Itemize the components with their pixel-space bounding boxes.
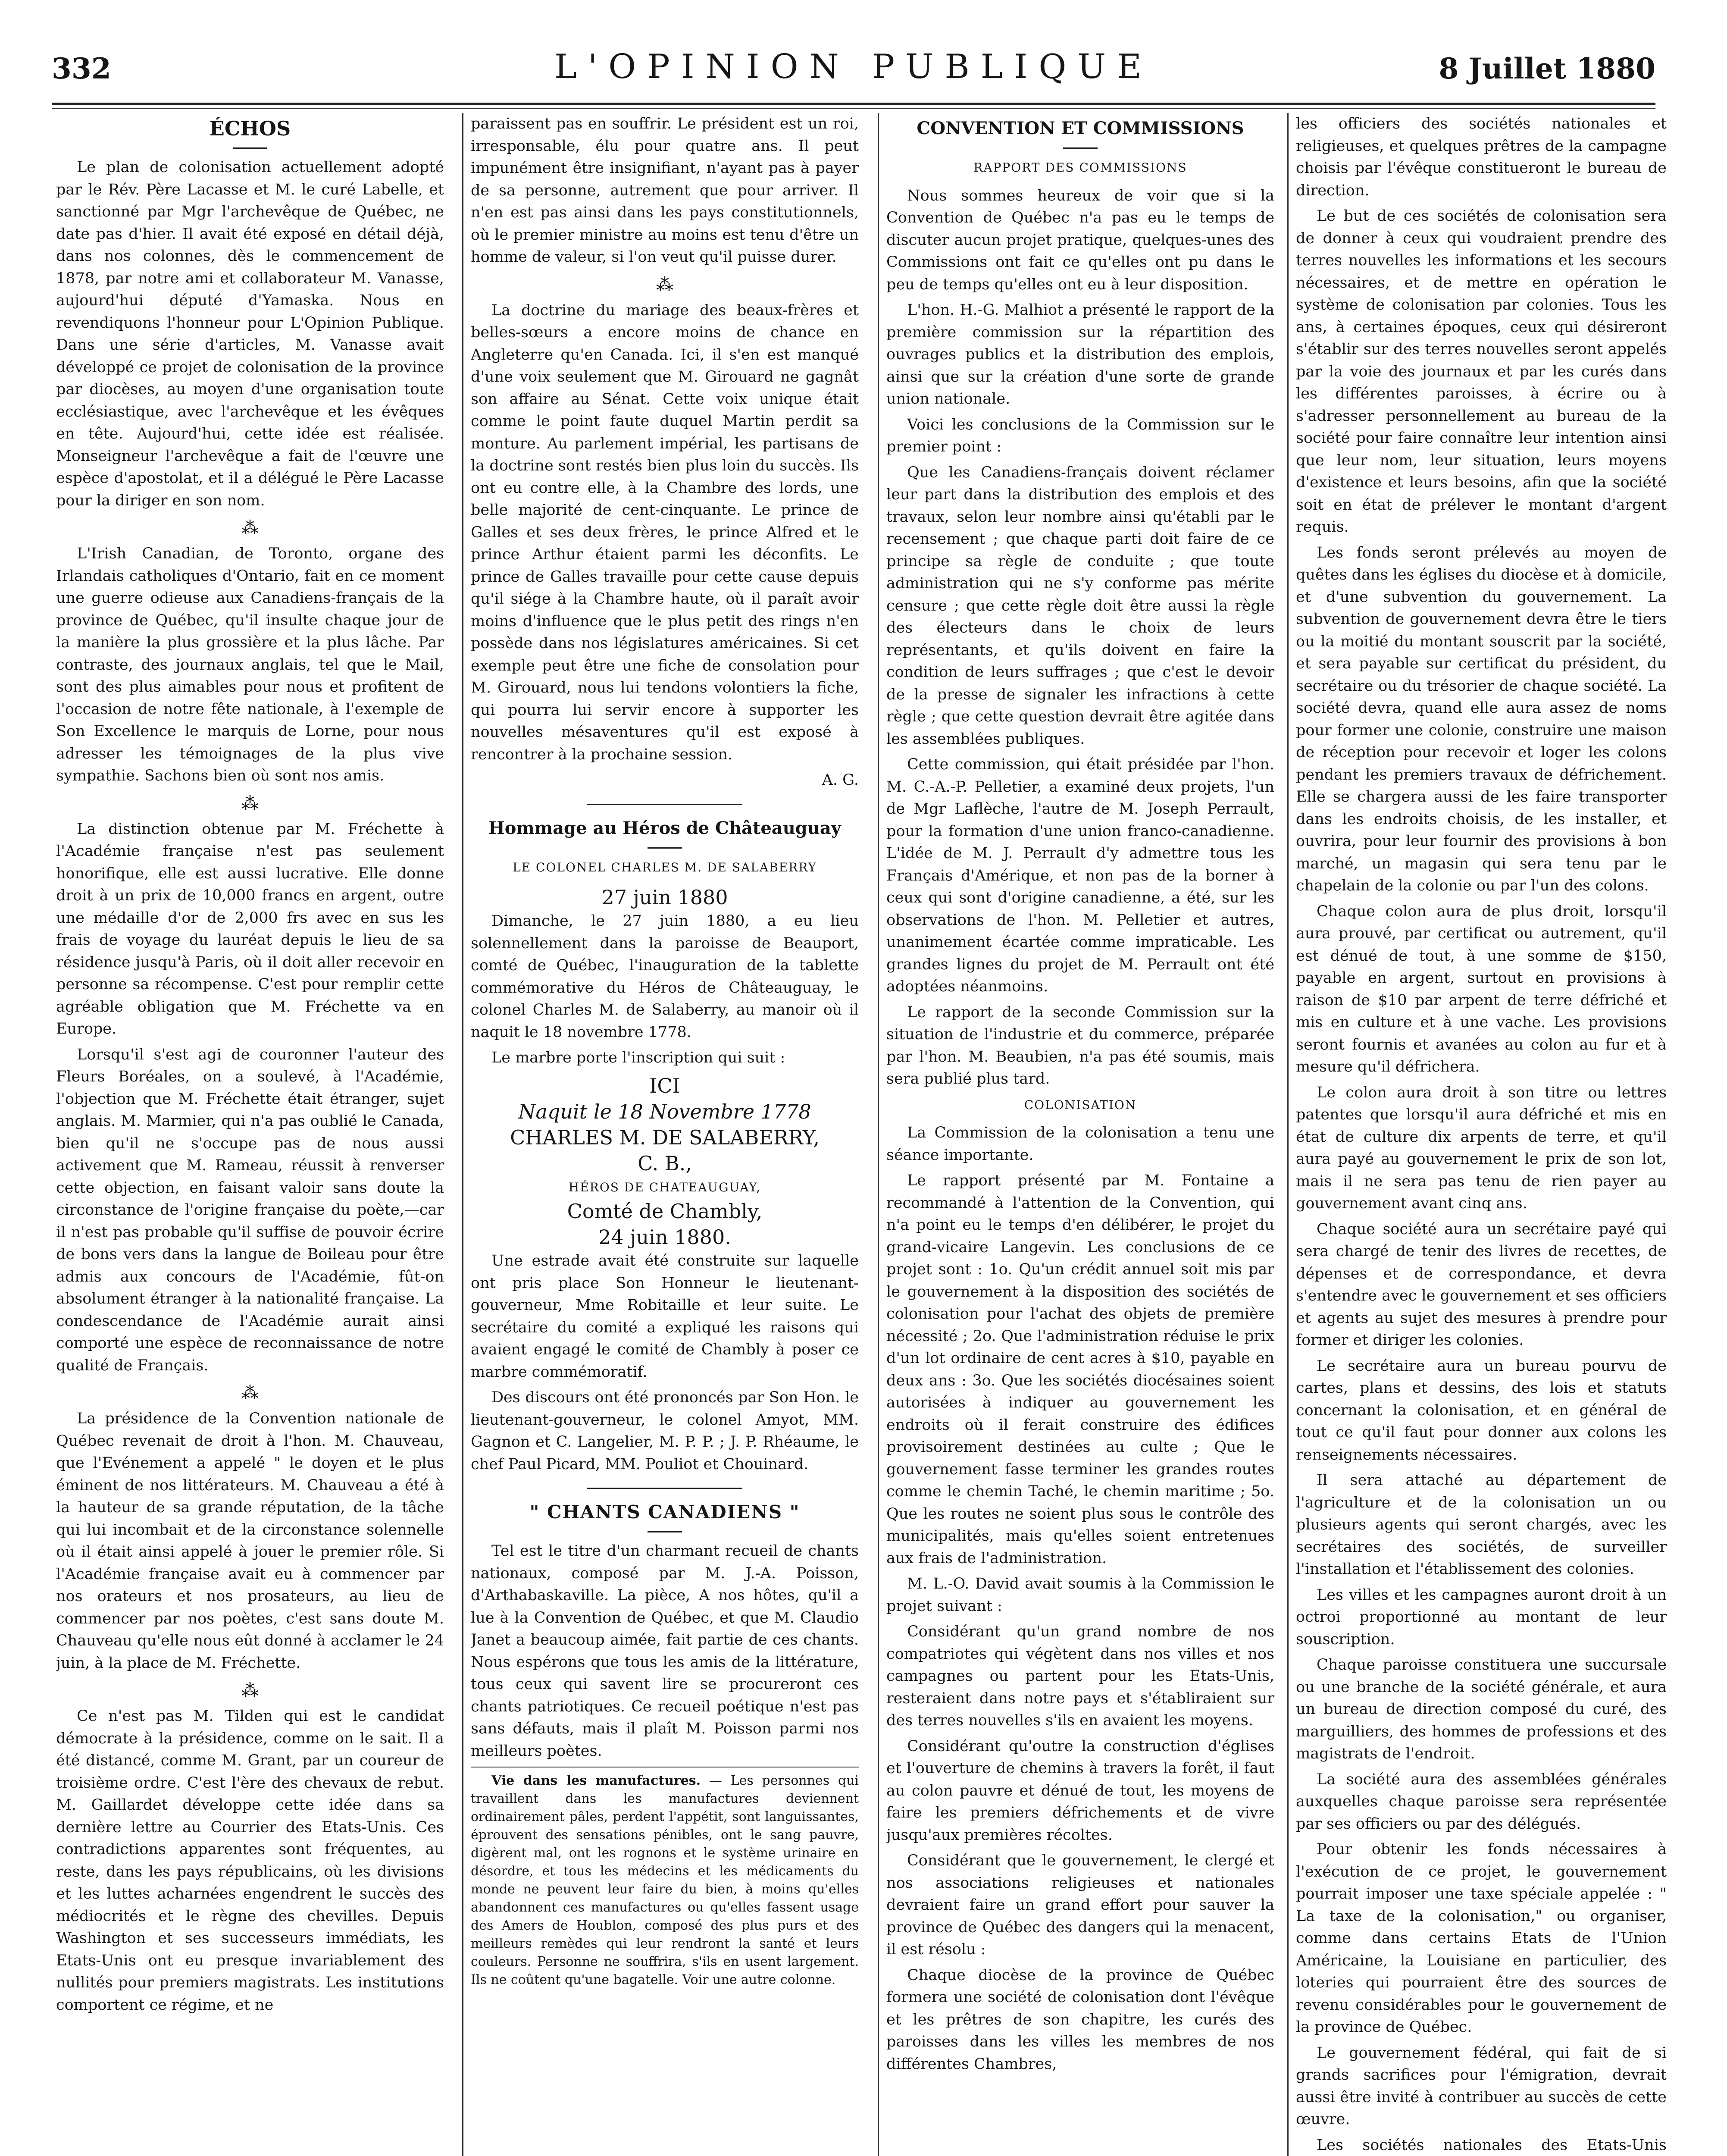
section-separator <box>587 1488 742 1489</box>
heading-dash <box>648 1531 682 1532</box>
echo-paragraph-cont: paraissent pas en souffrir. Le président est un roi, irresponsable, élu pour quatre ans. Il peut impunément être insignifiant, n'ayant pas à payer de sa personne, autrement que pour arriver. Il n'en est pas ainsi dans les pays constitutionnels, où le premier ministre au moins est tenu d'être un homme de valeur, si l'on veut qu'il puisse durer. <box>471 115 859 266</box>
section-separator <box>587 804 742 805</box>
asterism-ornament: ⁂ <box>241 793 259 814</box>
inscription-line: Naquit le 18 Novembre 1778 <box>518 1100 811 1123</box>
echo-paragraph: L'Irish Canadian, de Toronto, organe des Irlandais catholiques d'Ontario, fait en ce moment une guerre odieuse aux Canadiens-français de la province de Québec, qu'il insulte chaque jour de la manière la plus grossière et la plus lâche. Par contraste, des journaux anglais, tel que le Mail, sont des plus aimables pour nous et profitent de l'occasion de notre fête nationale, à l'exemple de Son Excellence le marquis de Lorne, pour nous adresser les témoignages de la plus vive sympathie. Sachons bien où sont nos amis. <box>56 545 444 784</box>
inscription-line: HÉROS DE CHATEAUGUAY, <box>568 1180 761 1194</box>
article-paragraph: M. L.-O. David avait soumis à la Commission le projet suivant : <box>886 1575 1274 1615</box>
article-paragraph: Il sera attaché au département de l'agriculture et de la colonisation un ou plusieurs agents qui seront chargés, avec les secrétaires des sociétés, de surveiller l'installation et l'établissement des colonies. <box>1296 1472 1667 1578</box>
echo-paragraph: La présidence de la Convention nationale de Québec revenait de droit à l'hon. M. Chauveau, que l'Evénement a appelé " le doyen et le plus éminent de nos littérateurs. M. Chauveau a été à la hauteur de sa grande réputation, de la tâche qui lui incombait et de la circonstance solennelle où il était ainsi appelé à jouer le premier rôle. Si l'Académie française avait eu à commencer par nos orateurs et nos prosateurs, au lieu de commencer par nos poètes, c'est sans doute M. Chauveau qu'elle nous eût donné à acclamer le 24 juin, à la place de M. Fréchette. <box>56 1410 444 1672</box>
article-paragraph: Le gouvernement fédéral, qui fait de si grands sacrifices pour l'émigration, devrait aussi être invité à contribuer au succès de cette œuvre. <box>1296 2044 1667 2128</box>
section-heading-convention: CONVENTION ET COMMISSIONS <box>917 118 1244 138</box>
column-divider <box>462 113 463 2156</box>
report-subtitle: RAPPORT DES COMMISSIONS <box>973 160 1187 175</box>
inscription-line: Comté de Chambly, <box>567 1200 763 1223</box>
advert-text: — Les personnes qui travaillent dans les manufactures deviennent ordinairement pâles, perdent l'appétit, sont languissantes, éprouvent des sensations pénibles, ont le sang pauvre, digèrent mal, ont les rognons et le système urinaire en désordre, et tous les médecins et les médicaments du monde ne peuvent leur faire du bien, à moins qu'elles abandonnent ces manufactures ou qu'elles fassent usage des Amers de Houblon, composé des plus purs et des meilleurs remèdes qui leur rendront la santé et leurs couleurs. Personne ne souffrira, s'ils en usent largement. Ils ne coûtent qu'une bagatelle. Voir une autre colonne. <box>471 1773 859 1987</box>
echo-paragraph: Le plan de colonisation actuellement adopté par le Rév. Père Lacasse et M. le curé Labelle, et sanctionné par Mgr l'archevêque de Québec, ne date pas d'hier. Il avait été exposé en détail déjà, dans nos colonnes, dès le commencement de 1878, par notre ami et collaborateur M. Vanasse, aujourd'hui député d'Yamaska. Nous en revendiquons l'honneur pour L'Opinion Publique. Dans une série d'articles, M. Vanasse avait développé ce projet de colonisation de la province par diocèses, au moyen d'une organisation toute ecclésiastique, avec l'archevêque et les évêques en tête. Aujourd'hui, cette idée est réalisée. Monseigneur l'archevêque a fait de l'œuvre une espèce d'apostolat, et il a délégué le Père Lacasse pour la diriger en son nom. <box>56 159 444 509</box>
hommage-date: 27 juin 1880 <box>601 886 728 909</box>
column-3 <box>886 113 1274 2156</box>
inscription-line: 24 juin 1880. <box>598 1225 731 1249</box>
echo-paragraph: Ce n'est pas M. Tilden qui est le candidat démocrate à la présidence, comme on le sait. Il a été distancé, comme M. Grant, par un coureur de troisième ordre. C'est l'ère des chevaux de rebut. M. Gaillardet développe cette idée dans sa dernière lettre au Courrier des Etats-Unis. Ces contradictions apparentes sont fréquentes, au reste, dans les pays républicains, où les divisions et les luttes acharnées engendrent le succès des médiocrités et le règne des chevilles. Depuis Washington et ses successeurs immédiats, les Etats-Unis ont eu presque invariablement des nullités pour premiers magistrats. Les institutions comportent ce régime, et ne <box>56 1708 444 2014</box>
asterism-ornament: ⁂ <box>241 518 259 538</box>
article-paragraph: Considérant qu'outre la construction d'églises et l'ouverture de chemins à travers la forêt, il faut au colon pauvre et dénué de tout, les moyens de faire les premiers défrichements et de vivre jusqu'aux premières récoltes. <box>886 1737 1274 1844</box>
section-heading-hommage: Hommage au Héros de Châteauguay <box>488 818 842 838</box>
article-paragraph-cont: les officiers des sociétés nationales et religieuses, et quelques prêtres de la campagne choisis par l'évêque constitueront le bureau de direction. <box>1296 115 1667 199</box>
page-number: 332 <box>52 52 111 85</box>
section-heading-chants: " CHANTS CANADIENS " <box>529 1501 800 1523</box>
inscription-line: ICI <box>649 1074 680 1097</box>
article-paragraph: La Commission de la colonisation a tenu une séance importante. <box>886 1124 1274 1164</box>
hommage-subtitle: LE COLONEL CHARLES M. DE SALABERRY <box>513 860 817 874</box>
signature: A. G. <box>822 771 859 789</box>
article-paragraph: Tel est le titre d'un charmant recueil de chants nationaux, composé par M. J.-A. Poisson, d'Arthabaskaville. La pièce, A nos hôtes, qu'il a lue à la Convention de Québec, et que M. Claudio Janet a beaucoup aimée, fait partie de ces chants. Nous espérons que tous les amis de la littérature, tous ceux qui savent lire se procureront ces chants patriotiques. Ce recueil poétique n'est pas sans défauts, mais il plaît M. Poisson parmi nos meilleurs poètes. <box>471 1542 859 1760</box>
echo-paragraph: Lorsqu'il s'est agi de couronner l'auteur des Fleurs Boréales, on a soulevé, à l'Académie, l'objection que M. Fréchette était étranger, sujet anglais. M. Marmier, qui n'a pas oublié le Canada, bien qu'il ne s'occupe pas de nous aussi activement que M. Rameau, réussit à renverser cette objection, en faisant valoir sans doute la circonstance de l'origine française du poète,—car il n'est pas probable qu'il suffise de pouvoir écrire de bons vers dans la langue de Boileau pour être admis aux concours de l'Académie, fût-on absolument étranger à la nationalité française. La condescendance de l'Académie aurait ainsi comporté une espèce de reconnaissance de notre qualité de Français. <box>56 1046 444 1374</box>
article-paragraph: Le colon aura droit à son titre ou lettres patentes que lorsqu'il aura défriché et mis en état de culture dix arpents de terre, et qu'il aura payé au gouvernement le prix de son lot, mais il ne sera pas tenu de rien payer au gouvernement avant cinq ans. <box>1296 1084 1667 1212</box>
article-paragraph: Les villes et les campagnes auront droit à un octroi proportionné au montant de leur souscription. <box>1296 1586 1667 1648</box>
advert-paragraph <box>471 1772 859 1989</box>
article-paragraph: Les sociétés nationales des Etats-Unis <box>1317 2136 1667 2154</box>
article-paragraph: Dimanche, le 27 juin 1880, a eu lieu solennellement dans la paroisse de Beauport, comté de Québec, l'inauguration de la tablette commémorative du Héros de Châteauguay, le colonel Charles M. de Salaberry, au manoir où il naquit le 18 novembre 1778. <box>471 912 859 1041</box>
article-paragraph: Des discours ont été prononcés par Son Hon. le lieutenant-gouverneur, le colonel Amyot, MM. Gagnon et C. Langelier, M. P. P. ; J. P. Rhéaume, le chef Paul Picard, MM. Pouliot et Chouinard. <box>471 1389 859 1473</box>
masthead-title: L'OPINION PUBLIQUE <box>554 47 1153 86</box>
asterism-ornament: ⁂ <box>241 1383 259 1403</box>
heading-dash <box>1063 147 1098 149</box>
section-heading-echos: ÉCHOS <box>209 117 291 140</box>
column-2 <box>471 113 859 2156</box>
page-header <box>52 47 1655 99</box>
echo-paragraph: La doctrine du mariage des beaux-frères et belles-sœurs a encore moins de chance en Angleterre qu'en Canada. Ici, il s'en est manqué d'une voix seulement que M. Girouard ne gagnât son affaire au Sénat. Cette voix unique était comme le point faute duquel Martin perdit sa monture. Au parlement impérial, les partisans de la doctrine sont restés bien plus loin du succès. Ils ont eu contre elle, à la Chambre des lords, une belle majorité de cent-cinquante. Le prince de Galles et ses deux frères, le prince Alfred et le prince Arthur étaient parmi les déconfits. Le prince de Galles travaille pour cette cause depuis qu'il siége à la Chambre haute, où il paraît avoir moins d'influence que le plus petit des rings n'en possède dans nos législatures américaines. Si cet exemple peut être une fiche de consolation pour M. Girouard, nous lui tendons volontiers la fiche, qui pourra lui servir encore à supporter les nouvelles mésaventures qu'il est exposé à rencontrer à la prochaine session. <box>471 301 859 763</box>
article-paragraph: Chaque société aura un secrétaire payé qui sera chargé de tenir des livres de recettes, de dépenses et de correspondance, et devra s'entendre avec le gouvernement et ses officiers et agents au sujet des mesures à prendre pour former et diriger les colonies. <box>1296 1220 1667 1349</box>
column-1 <box>56 113 444 2156</box>
echo-paragraph: La distinction obtenue par M. Fréchette à l'Académie française n'est pas seulement honorifique, elle est aussi lucrative. Elle donne droit à un prix de 10,000 francs en argent, outre une médaille d'or de 2,000 frs avec en sus les frais de voyage du lauréat depuis le lieu de sa résidence jusqu'à Paris, où il doit aller recevoir en personne sa récompense. C'est pour remplir cette agréable obligation que M. Fréchette va en Europe. <box>56 820 444 1037</box>
article-paragraph: Le but de ces sociétés de colonisation sera de donner à ceux qui voudraient prendre des terres nouvelles les informations et les secours nécessaires, et de mettre en opération le système de colonisation par colonies. Tous les ans, à certaines époques, ceux qui désireront s'établir sur des terres nouvelles seront appelés par la voie des journaux et par les curés dans les différentes paroisses, à écrire ou à s'adresser personnellement au bureau de la société pour faire connaître leur intention ainsi que leur nom, leur situation, leurs moyens d'existence et leurs besoins, afin que la société soit en état de prélever le montant d'argent requis. <box>1296 207 1667 536</box>
inscription-line: C. B., <box>638 1151 692 1175</box>
column-4 <box>1296 113 1667 2156</box>
article-paragraph: L'hon. H.-G. Malhiot a présenté le rapport de la première commission sur la répartition des ouvrages publics et la distribution des emplois, ainsi que sur la création d'une sorte de grande union nationale. <box>886 301 1274 407</box>
article-paragraph: Une estrade avait été construite sur laquelle ont pris place Son Honneur le lieutenant-gouverneur, Mme Robitaille et leur suite. Le secrétaire du comité a expliqué les raisons qui avaient engagé le comité de Chambly à poser ce marbre commémoratif. <box>471 1252 859 1381</box>
column-divider <box>878 113 879 2156</box>
article-paragraph: Chaque paroisse constituera une succursale ou une branche de la société générale, et aura un bureau de direction composé du curé, des marguilliers, des hommes de professions et des magistrats de l'endroit. <box>1296 1656 1667 1762</box>
header-rule-thin <box>52 108 1655 109</box>
article-paragraph: Cette commission, qui était présidée par l'hon. M. C.-A.-P. Pelletier, a examiné deux projets, l'un de Mgr Laflèche, l'autre de M. Joseph Perrault, pour la formation d'une union franco-canadienne. L'idée de M. J. Perrault d'y admettre tous les Français d'Amérique, et non pas de la borner à ceux qui sont d'origine canadienne, a été, sur les observations de l'hon. M. Pelletier et autres, unanimement écartée comme impraticable. Les grandes lignes du projet de M. Perrault ont été adoptées néanmoins. <box>886 756 1274 995</box>
inscription-line: CHARLES M. DE SALABERRY, <box>510 1125 820 1149</box>
article-paragraph: Pour obtenir les fonds nécessaires à l'exécution de ce projet, le gouvernement pourrait imposer une taxe spéciale appelée : " La taxe de la colonisation," ou organiser, comme dans certains Etats de l'Union Américaine, la Louisiane en particulier, des loteries qui pourraient être des sources de revenu considérables pour le gouvernement de la province de Québec. <box>1296 1841 1667 2036</box>
article-paragraph: Nous sommes heureux de voir que si la Convention de Québec n'a pas eu le temps de discuter aucun projet pratique, quelques-unes des Commissions ont fait ce qu'elles ont pu dans le peu de temps qu'elles ont eu à leur disposition. <box>886 187 1274 293</box>
header-rule <box>52 103 1655 105</box>
heading-dash <box>648 847 682 849</box>
issue-date: 8 Juillet 1880 <box>1439 52 1655 85</box>
article-paragraph: Le rapport présenté par M. Fontaine a recommandé à l'attention de la Convention, qui n'a point eu le temps d'en délibérer, le projet du grand-vicaire Langevin. Les conclusions de ce projet sont : 1o. Qu'un crédit annuel soit mis par le gouvernement à la disposition des sociétés de colonisation pour l'achat des objets de première nécessité ; 2o. Que l'administration réduise le prix d'un lot ordinaire de cent acres à $10, payable en deux ans : 3o. Que les sociétés diocésaines soient autorisées à indiquer au gouvernement les endroits où il ferait construire des édifices provisoirement destinées au culte ; Que le gouvernement fasse terminer les grandes routes comme le chemin Taché, le chemin maritime ; 5o. Que les routes ne soient plus sous le contrôle des municipalités, mais qu'elles soient entretenues aux frais de l'administration. <box>886 1172 1274 1567</box>
column-divider <box>1287 113 1289 2156</box>
article-paragraph: Le rapport de la seconde Commission sur la situation de l'industrie et du commerce, préparée par l'hon. M. Beaubien, n'a pas été soumis, mais sera publié plus tard. <box>886 1003 1274 1087</box>
asterism-ornament: ⁂ <box>241 1681 259 1701</box>
advert-title: Vie dans les manufactures. <box>491 1773 701 1788</box>
article-paragraph: Le secrétaire aura un bureau pourvu de cartes, plans et dessins, des lois et statuts concernant la colonisation, et en général de tout ce qu'il faut pour donner aux colons les renseignements nécessaires. <box>1296 1357 1667 1463</box>
colonisation-subtitle: COLONISATION <box>1024 1097 1137 1112</box>
article-paragraph: Le marbre porte l'inscription qui suit : <box>491 1049 785 1066</box>
asterism-ornament: ⁂ <box>656 275 673 295</box>
heading-dash <box>233 147 267 149</box>
article-paragraph: Que les Canadiens-français doivent réclamer leur part dans la distribution des emplois et des travaux, selon leur nombre ainsi qu'établi par le recensement ; que chaque parti doit faire de ce principe sa règle de conduite ; que toute administration qui ne s'y conforme pas mérite censure ; que cette règle doit être aussi la règle des électeurs dans le choix de leurs représentants, et qu'ils doivent en faire la condition de leurs suffrages ; que c'est le devoir de la presse de signaler les infractions à cette règle ; que cette question devrait être agitée dans les assemblées publiques. <box>886 464 1274 748</box>
article-paragraph: Chaque diocèse de la province de Québec formera une société de colonisation dont l'évêque et les prêtres de son chapitre, les curés des paroisses dans les villes les membres de nos différentes Chambres, <box>886 1966 1274 2073</box>
article-paragraph: La société aura des assemblées générales auxquelles chaque paroisse sera représentée par ses officiers ou par des délégués. <box>1296 1771 1667 1833</box>
article-paragraph: Voici les conclusions de la Commission sur le premier point : <box>886 416 1274 455</box>
article-paragraph: Les fonds seront prélevés au moyen de quêtes dans les églises du diocèse et à domicile, et d'une subvention du gouvernement. La subvention de gouvernement devra être le tiers ou la moitié du montant souscrit par la société, et sera payable sur certificat du président, du secrétaire ou du trésorier de chaque société. La société devra, quand elle aura assez de noms pour former une colonie, construire une maison de réception pour recevoir et loger les colons pendant les premiers travaux de défrichement. Elle se chargera aussi de les faire transporter dans les endroits choisis, de les installer, et ouvrira, pour leur fournir des provisions à bon marché, un magasin qui sera tenu par le chapelain de la colonie ou par l'un des colons. <box>1296 544 1667 894</box>
article-paragraph: Considérant qu'un grand nombre de nos compatriotes qui végètent dans nos villes et nos campagnes ou partent pour les Etats-Unis, resteraient dans notre pays et s'établiraient sur des terres nouvelles s'ils en avaient les moyens. <box>886 1623 1274 1729</box>
article-paragraph: Considérant que le gouvernement, le clergé et nos associations religieuses et nationales devraient faire un grand effort pour sauver la province de Québec des dangers qui la menacent, il est résolu : <box>886 1852 1274 1958</box>
article-paragraph: Chaque colon aura de plus droit, lorsqu'il aura prouvé, par certificat ou autrement, qu'il est dénué de tout, à une somme de $150, payable en argent, surtout en provisions à raison de $10 par arpent de terre défriché et mis en culture et à une vache. Les provisions seront fournis et avanées au colon au fur et à mesure qu'il défrichera. <box>1296 903 1667 1075</box>
